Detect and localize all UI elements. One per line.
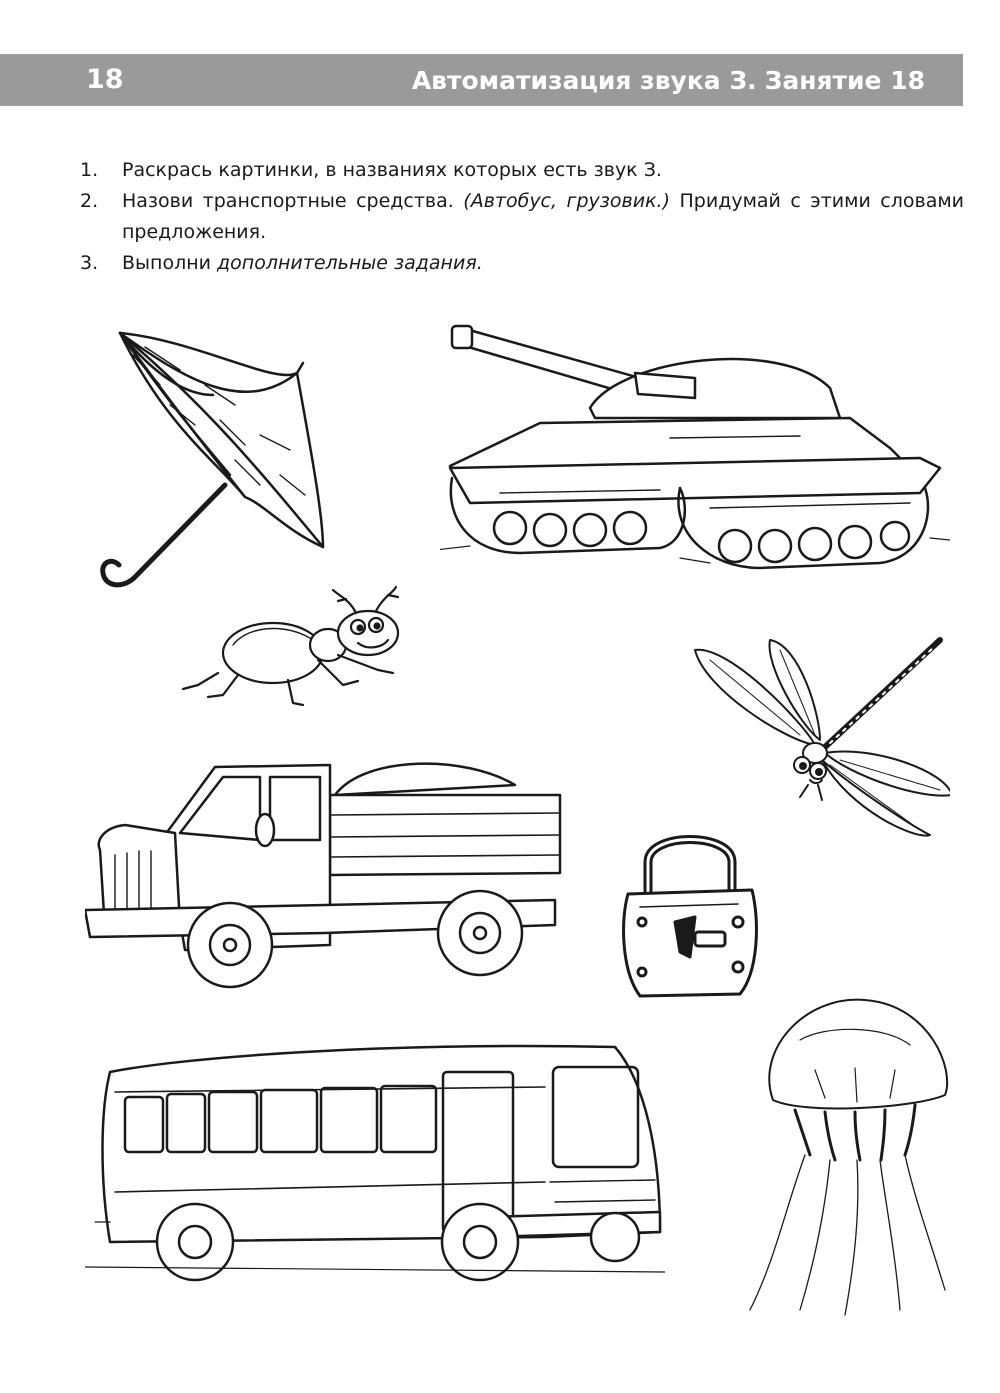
- task-text: Выполни: [122, 252, 211, 274]
- task-answer: (Автобус, грузовик.): [463, 190, 671, 212]
- title-topic: Автоматизация звука З.: [411, 66, 757, 95]
- page-number: 18: [86, 64, 124, 95]
- title-lesson: Занятие 18: [764, 66, 925, 95]
- task-number: 2.: [80, 190, 99, 212]
- task-number: 1.: [80, 159, 99, 181]
- task-text: Раскрась картинки, в названиях которых есть звук З.: [122, 159, 662, 181]
- truck-icon[interactable]: [85, 755, 565, 995]
- bus-icon[interactable]: [85, 1032, 665, 1287]
- jellyfish-icon[interactable]: [745, 990, 955, 1320]
- dragonfly-icon[interactable]: [690, 635, 950, 840]
- task-item: [80, 186, 964, 248]
- task-text-continued: Придумай с этими словами предложения.: [122, 190, 965, 243]
- tank-icon[interactable]: [440, 318, 950, 578]
- page-title: [412, 66, 925, 95]
- task-number: 3.: [80, 252, 99, 274]
- task-text: Назови транспортные средства.: [122, 190, 454, 212]
- umbrella-icon[interactable]: [85, 325, 335, 605]
- task-list: [80, 155, 964, 279]
- task-extra: дополнительные задания.: [217, 252, 483, 274]
- padlock-icon[interactable]: [620, 822, 760, 1000]
- task-item: [80, 248, 964, 279]
- beetle-icon[interactable]: [178, 585, 413, 710]
- task-item: [80, 155, 964, 186]
- header-bar: [0, 54, 963, 106]
